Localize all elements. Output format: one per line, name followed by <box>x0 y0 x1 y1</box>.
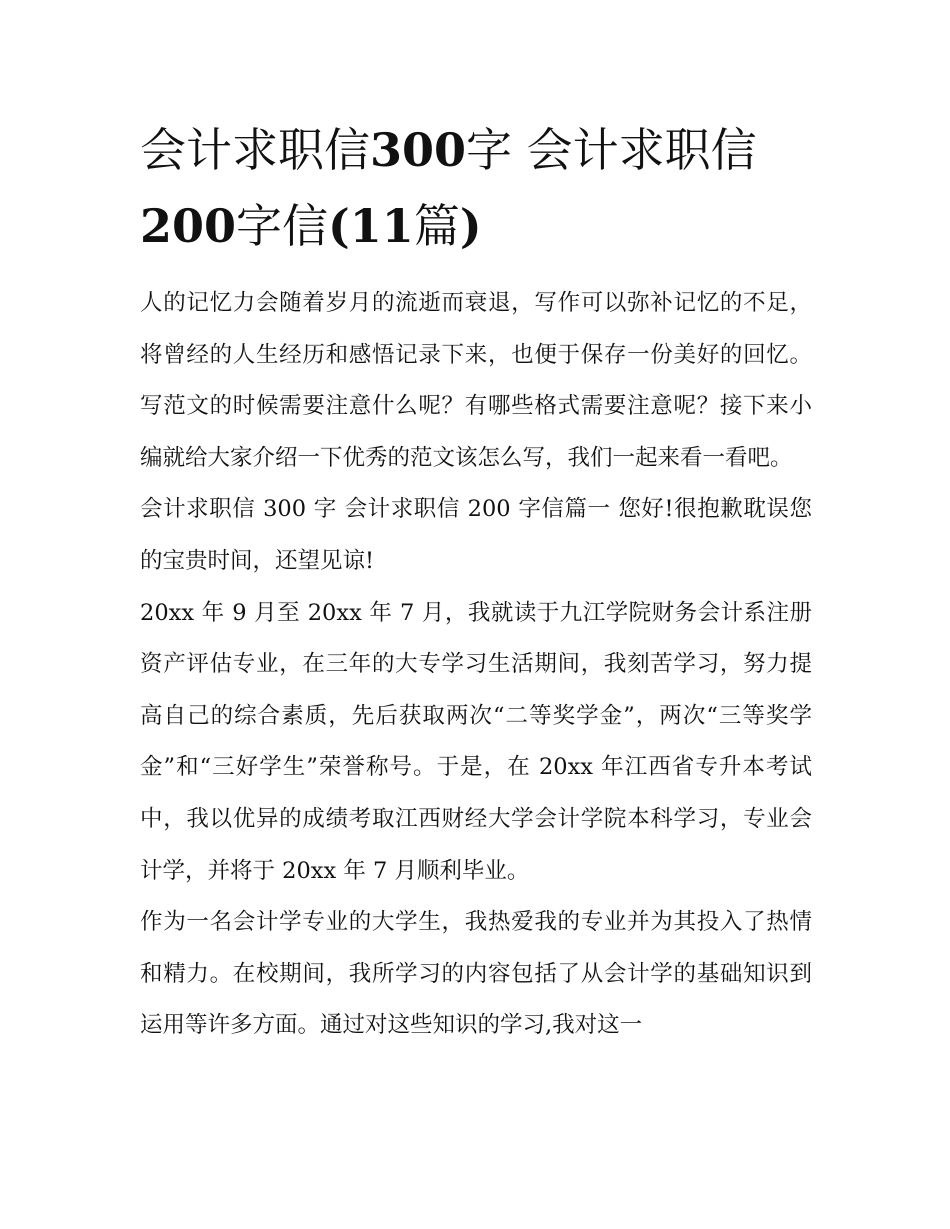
paragraph-education: 20xx 年 9 月至 20xx 年 7 月，我就读于九江学院财务会计系注册资产评估专业，在三年的大专学习生活期间，我刻苦学习，努力提高自己的综合素质，先后获取两次“二等奖学金”，两次“三等奖学金”和“三好学生”荣誉称号。于是，在 20xx 年江西省专升本考试中，我以优异的成绩考取江西财经大学会计学院本科学习，专业会计学，并将于 20xx 年 7 月顺利毕业。 <box>140 599 812 884</box>
title-number-2: 200 <box>140 199 237 253</box>
title-part-3: 字信 <box>236 199 329 253</box>
paragraph-intro: 人的记忆力会随着岁月的流逝而衰退，写作可以弥补记忆的不足，将曾经的人生经历和感悟记录下来，也便于保存一份美好的回忆。写范文的时候需要注意什么呢？有哪些格式需要注意呢？接下来小编就给大家介绍一下优秀的范文该怎么写，我们一起来看一看吧。 <box>140 290 812 471</box>
title-part-1: 会计求职信 <box>140 123 370 177</box>
document-title <box>140 112 820 264</box>
title-number-3: (11 <box>328 199 414 253</box>
document-body <box>140 278 812 1052</box>
title-part-2: 字 会计求职信 <box>466 123 757 177</box>
title-part-4: 篇 <box>413 199 460 253</box>
paragraph-greeting: 会计求职信 300 字 会计求职信 200 字信篇一 您好!很抱歉耽误您的宝贵时间，还望见谅! <box>140 496 812 574</box>
title-number-1: 300 <box>370 123 467 177</box>
paragraph-major: 作为一名会计学专业的大学生，我热爱我的专业并为其投入了热情和精力。在校期间，我所学习的内容包括了从会计学的基础知识到运用等许多方面。通过对这些知识的学习,我对这一 <box>140 909 812 1039</box>
title-number-4: ) <box>459 199 482 253</box>
